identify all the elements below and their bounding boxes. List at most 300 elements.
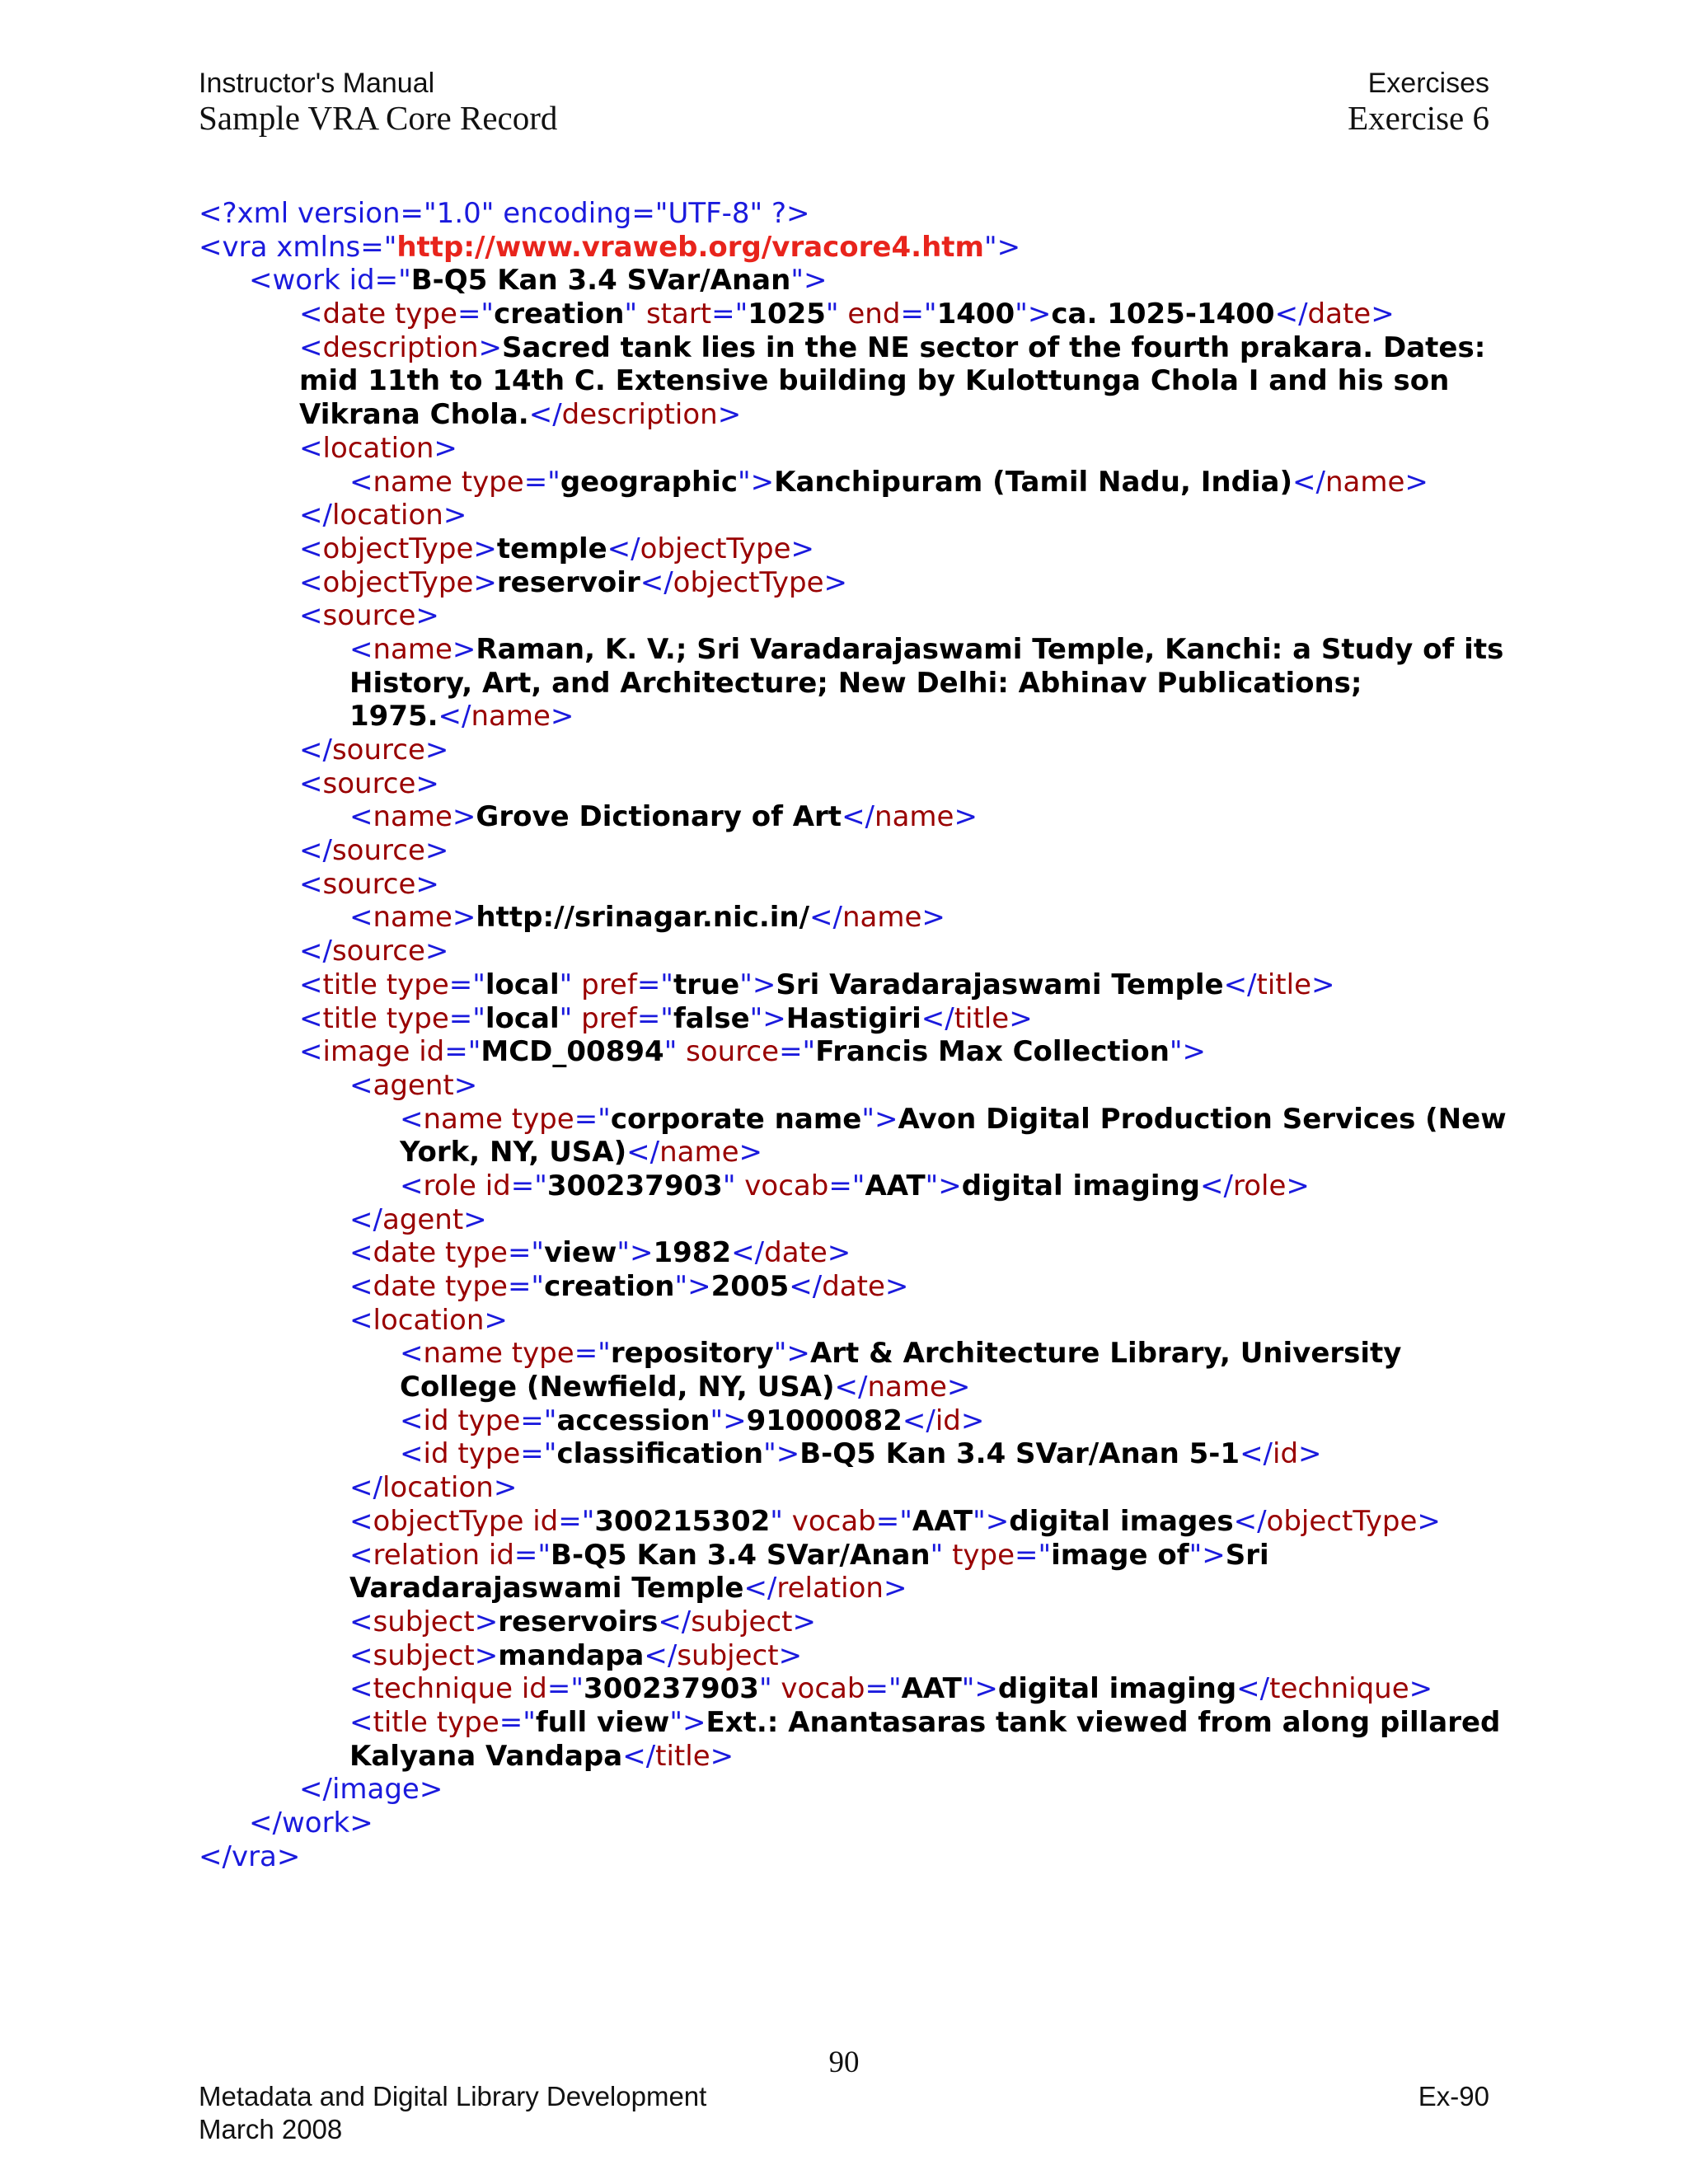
punct: =": [574, 1337, 611, 1371]
punct: =": [546, 1672, 584, 1706]
punct: =": [448, 1001, 485, 1035]
namespace-url: http://www.vraweb.org/vracore4.htm: [396, 230, 984, 264]
punct: </: [438, 700, 471, 733]
footer-date: March 2008: [199, 2114, 343, 2144]
space: [513, 1672, 522, 1705]
tag-name: name: [471, 700, 551, 733]
punct: >: [550, 700, 574, 733]
attr-name: xmlns: [276, 230, 361, 264]
attr-value: full view: [535, 1705, 670, 1739]
attr-name: pref: [581, 968, 637, 1001]
attr-value: 1400: [936, 298, 1015, 331]
attr-name: id: [485, 1169, 511, 1202]
element-text: Kalyana Vandapa: [349, 1739, 623, 1773]
space: [410, 1035, 419, 1068]
punct: ">: [773, 1337, 810, 1371]
element-text: Art & Architecture Library, University: [809, 1337, 1402, 1371]
element-text: mid 11th to 14th C. Extensive building by Kulottunga Chola I and his son: [299, 364, 1450, 398]
punct: </: [349, 1202, 382, 1236]
punct: ">: [961, 1672, 998, 1706]
code-line: [199, 331, 1493, 365]
code-line: [199, 1505, 1493, 1539]
punct: >: [473, 565, 497, 599]
punct: ": [825, 298, 848, 331]
punct: <: [349, 1303, 373, 1337]
punct: ": [770, 1504, 792, 1538]
punct: </: [842, 800, 875, 834]
code-line: [199, 1840, 1493, 1874]
punct: <: [400, 1337, 424, 1371]
punct: <: [299, 431, 323, 465]
element-text: College (Newfield, NY, USA): [400, 1371, 835, 1404]
punct: >: [827, 1236, 851, 1270]
punct: =": [360, 230, 397, 264]
attr-value: geographic: [560, 465, 738, 499]
tag-name: date: [373, 1236, 437, 1270]
punct: >: [349, 1807, 373, 1840]
punct: </: [789, 1270, 823, 1303]
tag-name: objectType: [673, 565, 824, 599]
element-text: Sri Varadarajaswami Temple: [776, 968, 1224, 1001]
punct: </: [834, 1371, 868, 1404]
punct: ">: [861, 1102, 898, 1136]
punct: ">: [737, 465, 775, 499]
punct: <: [400, 1437, 424, 1471]
tag-name: name: [373, 901, 452, 935]
punct: =": [574, 1102, 611, 1136]
xml-code-listing: [199, 197, 1507, 1873]
tag-name: description: [322, 330, 479, 364]
tag-name: relation: [373, 1538, 481, 1572]
element-text: http://srinagar.nic.in/: [476, 901, 810, 935]
element-text: reservoirs: [498, 1605, 659, 1638]
code-line: [199, 1169, 1493, 1203]
punct: </: [349, 1471, 382, 1505]
punct: <: [249, 264, 273, 298]
space: [377, 968, 387, 1001]
code-line: [199, 834, 1493, 868]
punct: </: [607, 532, 640, 565]
code-line: [199, 432, 1493, 466]
punct: >: [738, 1136, 763, 1169]
code-line: [199, 901, 1493, 935]
attr-value: false: [673, 1001, 750, 1035]
element-text: temple: [496, 532, 607, 565]
punct: ": [758, 1672, 781, 1706]
tag-name: date: [764, 1236, 828, 1270]
punct: >: [415, 766, 439, 800]
punct: </: [1223, 968, 1257, 1001]
attr-value: 1025: [748, 298, 826, 331]
punct: </: [299, 1773, 332, 1807]
punct: >: [452, 632, 476, 666]
punct: </: [743, 1572, 777, 1605]
code-line: [199, 1572, 1493, 1605]
punct: >: [434, 431, 457, 465]
punct: <: [299, 1035, 323, 1069]
punct: </: [299, 499, 332, 532]
attr-value: creation: [544, 1270, 675, 1303]
punct: <: [349, 1705, 373, 1739]
attr-value: B-Q5 Kan 3.4 SVar/Anan: [551, 1538, 931, 1572]
code-line: [199, 364, 1493, 398]
attr-name: id: [521, 1672, 547, 1706]
tag-name: name: [373, 465, 452, 499]
attr-value: view: [544, 1236, 617, 1270]
punct: =": [448, 968, 485, 1001]
punct: <: [349, 632, 373, 666]
element-text: ca. 1025-1400: [1051, 298, 1275, 331]
tag-name: objectType: [1266, 1504, 1418, 1538]
punct: ">: [925, 1169, 962, 1202]
attr-value: true: [673, 968, 740, 1001]
tag-name: source: [322, 867, 416, 901]
exercise-label: Exercise 6: [1348, 99, 1489, 137]
tag-name: name: [867, 1371, 947, 1404]
attr-value: local: [485, 1001, 560, 1035]
element-text: Grove Dictionary of Art: [476, 800, 842, 834]
element-text: Avon Digital Production Services (New: [898, 1102, 1507, 1136]
code-line: [199, 1371, 1493, 1404]
punct: >: [424, 834, 449, 868]
tag-name: work: [272, 264, 340, 298]
tag-name: name: [842, 901, 922, 935]
attr-name: end: [847, 298, 901, 331]
tag-name: title: [322, 968, 377, 1001]
space: [523, 1505, 532, 1538]
attr-name: type: [511, 1337, 574, 1371]
tag-name: id: [1273, 1437, 1299, 1471]
element-text: Sri: [1225, 1538, 1269, 1572]
code-line: [199, 532, 1493, 566]
attr-value: AAT: [901, 1672, 962, 1706]
punct: </: [249, 1807, 282, 1840]
attr-value: MCD_00894: [481, 1035, 664, 1069]
code-line: [199, 767, 1493, 801]
attr-name: id: [419, 1035, 445, 1069]
punct: ">: [739, 968, 776, 1001]
space: [377, 1002, 387, 1035]
punct: <: [299, 1001, 323, 1035]
attr-name: type: [386, 968, 449, 1001]
punct: ": [559, 968, 582, 1001]
attr-value: repository: [610, 1337, 774, 1371]
punct: ">: [710, 1404, 747, 1437]
punct: =": [513, 1538, 551, 1572]
code-line: [199, 599, 1493, 633]
tag-name: agent: [373, 1068, 454, 1102]
space: [449, 1404, 458, 1437]
element-text: Kanchipuram (Tamil Nadu, India): [774, 465, 1293, 499]
punct: >: [276, 1840, 301, 1873]
punct: =": [779, 1035, 816, 1069]
space: [436, 1236, 445, 1269]
attr-name: type: [457, 1404, 521, 1437]
punct: >: [1417, 1504, 1441, 1538]
punct: ">: [973, 1504, 1010, 1538]
punct: =": [875, 1504, 912, 1538]
tag-name: objectType: [322, 565, 474, 599]
tag-name: title: [373, 1705, 428, 1739]
space: [428, 1706, 437, 1739]
manual-label: Instructor's Manual: [199, 68, 435, 99]
punct: >: [792, 1605, 816, 1638]
punct: >: [717, 398, 742, 432]
code-line: [199, 1807, 1493, 1840]
punct: =": [457, 298, 495, 331]
punct: >: [415, 867, 439, 901]
punct: =": [374, 264, 411, 298]
element-text: Varadarajaswami Temple: [349, 1572, 744, 1605]
element-text: York, NY, USA): [400, 1136, 627, 1169]
punct: <: [299, 330, 323, 364]
punct: >: [1298, 1437, 1322, 1471]
page-footer-left: [199, 2080, 706, 2146]
tag-name: date: [1307, 298, 1372, 331]
punct: <: [400, 1169, 424, 1202]
punct: =": [636, 968, 673, 1001]
course-title: Metadata and Digital Library Development: [199, 2081, 707, 2111]
punct: >: [419, 1773, 443, 1807]
punct: =": [865, 1672, 902, 1706]
code-line: [199, 1437, 1493, 1471]
punct: <: [349, 800, 373, 834]
element-text: B-Q5 Kan 3.4 SVar/Anan 5-1: [799, 1437, 1240, 1471]
attr-name: type: [511, 1102, 574, 1136]
tag-name: subject: [691, 1605, 793, 1638]
space: [267, 231, 276, 264]
attr-value: B-Q5 Kan 3.4 SVar/Anan: [410, 264, 791, 298]
tag-name: title: [954, 1001, 1010, 1035]
punct: <: [349, 1538, 373, 1572]
space: [503, 1103, 512, 1136]
attr-value: AAT: [912, 1504, 973, 1538]
code-line: [199, 1236, 1493, 1270]
page-header-left: [199, 66, 557, 135]
tag-name: source: [331, 834, 425, 868]
tag-name: source: [331, 935, 425, 968]
punct: <: [349, 1605, 373, 1638]
punct: </: [902, 1404, 935, 1437]
attr-name: id: [488, 1538, 514, 1572]
punct: ">: [669, 1705, 706, 1739]
tag-name: name: [423, 1337, 503, 1371]
attr-value: 300215302: [594, 1504, 771, 1538]
punct: </: [644, 1638, 678, 1672]
punct: =": [507, 1236, 545, 1270]
tag-name: image: [331, 1773, 420, 1807]
tag-name: location: [331, 499, 443, 532]
tag-name: subject: [373, 1605, 475, 1638]
punct: ">: [617, 1236, 654, 1270]
code-line: [199, 1102, 1507, 1137]
code-line: [199, 800, 1493, 834]
punct: <: [199, 230, 223, 264]
tag-name: location: [373, 1303, 485, 1337]
code-line: [199, 700, 1493, 733]
punct: >: [1009, 1001, 1033, 1035]
attr-value: local: [485, 968, 560, 1001]
punct: <: [349, 1672, 373, 1706]
punct: >: [946, 1371, 971, 1404]
space: [436, 1270, 445, 1303]
punct: </: [299, 834, 332, 868]
code-line: [199, 1740, 1493, 1774]
section-label: Exercises: [1367, 68, 1489, 99]
punct: <: [299, 565, 323, 599]
tag-name: id: [423, 1404, 449, 1437]
element-text: digital imaging: [997, 1672, 1237, 1706]
punct: >: [424, 935, 449, 968]
tag-name: technique: [373, 1672, 513, 1706]
tag-name: id: [935, 1404, 961, 1437]
code-line: [199, 1337, 1493, 1371]
punct: </: [199, 1840, 232, 1873]
code-line: [199, 1404, 1493, 1438]
punct: <: [349, 465, 373, 499]
punct: </: [622, 1739, 656, 1773]
punct: =": [900, 298, 937, 331]
punct: <: [349, 1504, 373, 1538]
tag-name: location: [382, 1471, 494, 1505]
code-line: [199, 499, 1493, 532]
tag-name: technique: [1269, 1672, 1409, 1706]
punct: </: [809, 901, 842, 935]
attr-name: type: [444, 1236, 508, 1270]
attr-value: corporate name: [610, 1102, 862, 1136]
punct: >: [960, 1404, 985, 1437]
space: [503, 1337, 512, 1370]
tag-name: id: [423, 1437, 449, 1471]
code-line: [199, 1203, 1493, 1237]
punct: >: [883, 1572, 907, 1605]
tag-name: name: [1325, 465, 1405, 499]
code-line: [199, 197, 1493, 231]
punct: </: [731, 1236, 765, 1270]
punct: ": [663, 1035, 687, 1069]
punct: </: [626, 1136, 660, 1169]
tag-name: vra: [231, 1840, 277, 1873]
punct: >: [1409, 1672, 1433, 1706]
tag-name: date: [322, 298, 387, 331]
code-line: [199, 1136, 1493, 1169]
space: [452, 466, 462, 499]
tag-name: name: [659, 1136, 739, 1169]
code-line: [199, 398, 1493, 432]
element-text: History, Art, and Architecture; New Delhi: Abhinav Publications;: [349, 666, 1362, 700]
punct: <: [349, 1068, 373, 1102]
tag-name: subject: [373, 1638, 475, 1672]
tag-name: location: [322, 431, 434, 465]
punct: </: [1274, 298, 1308, 331]
tag-name: name: [874, 800, 954, 834]
element-text: reservoir: [496, 565, 640, 599]
punct: <: [299, 532, 323, 565]
punct: <: [299, 867, 323, 901]
tag-name: relation: [776, 1572, 884, 1605]
tag-name: objectType: [373, 1504, 524, 1538]
punct: =": [510, 1169, 547, 1202]
punct: </: [1292, 465, 1325, 499]
attr-name: pref: [581, 1001, 637, 1035]
code-line: [199, 1471, 1493, 1505]
tag-name: name: [373, 800, 452, 834]
tag-name: title: [655, 1739, 710, 1773]
attr-value: Francis Max Collection: [815, 1035, 1170, 1069]
punct: >: [1371, 298, 1395, 331]
tag-name: role: [1232, 1169, 1287, 1202]
punct: =": [636, 1001, 673, 1035]
punct: </: [1236, 1672, 1270, 1706]
code-line: [199, 667, 1493, 701]
attr-name: vocab: [791, 1504, 876, 1538]
punct: </: [658, 1605, 692, 1638]
punct: ">: [790, 264, 828, 298]
space: [476, 1169, 485, 1202]
punct: =": [558, 1504, 595, 1538]
punct: </: [299, 935, 332, 968]
punct: =": [828, 1169, 865, 1202]
punct: <: [349, 901, 373, 935]
punct: =": [520, 1437, 557, 1471]
punct: </: [921, 1001, 954, 1035]
attr-name: type: [461, 465, 524, 499]
code-line: [199, 1639, 1493, 1673]
punct: ">: [763, 1437, 800, 1471]
punct: =": [711, 298, 748, 331]
tag-name: work: [281, 1807, 350, 1840]
punct: </: [1233, 1504, 1267, 1538]
element-text: Ext.: Anantasaras tank viewed from along pillared: [706, 1705, 1501, 1739]
punct: ">: [1189, 1538, 1226, 1572]
punct: <: [299, 968, 323, 1001]
code-line: [199, 868, 1493, 902]
punct: >: [884, 1270, 909, 1303]
punct: ">: [1015, 298, 1052, 331]
punct: <: [299, 766, 323, 800]
punct: =": [523, 465, 560, 499]
code-line: [199, 1002, 1493, 1036]
attr-name: id: [532, 1504, 559, 1538]
code-line: [199, 1605, 1493, 1639]
punct: <: [299, 298, 323, 331]
punct: </: [1200, 1169, 1233, 1202]
punct: >: [453, 1068, 478, 1102]
element-text: 1975.: [349, 700, 438, 733]
punct: ">: [674, 1270, 711, 1303]
code-line: [199, 566, 1493, 600]
tag-name: role: [423, 1169, 476, 1202]
space: [480, 1539, 489, 1572]
tag-name: objectType: [322, 532, 474, 565]
punct: =": [444, 1035, 481, 1069]
attr-name: id: [349, 264, 375, 298]
tag-name: source: [322, 766, 416, 800]
code-line: [199, 298, 1493, 331]
punct: <: [400, 1404, 424, 1437]
punct: ">: [1169, 1035, 1207, 1069]
element-text: Raman, K. V.; Sri Varadarajaswami Temple, Kanchi: a Study of its: [476, 632, 1504, 666]
attr-name: type: [394, 298, 457, 331]
tag-name: title: [322, 1001, 377, 1035]
attr-value: classification: [556, 1437, 764, 1471]
punct: </: [299, 733, 332, 766]
punct: >: [954, 800, 978, 834]
punct: </: [640, 565, 673, 599]
code-line: [199, 1035, 1493, 1069]
attr-name: type: [436, 1705, 499, 1739]
punct: >: [452, 901, 476, 935]
